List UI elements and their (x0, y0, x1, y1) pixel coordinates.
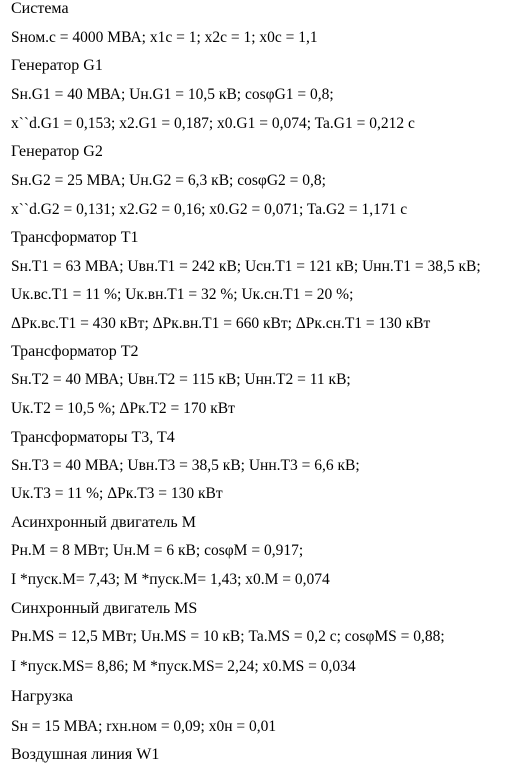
generator-g1-line-1: Sн.G1 = 40 МВА; Uн.G1 = 10,5 кВ; cosφG1 = 0,8; (11, 86, 334, 103)
transformer-t2-line-2: Uк.T2 = 10,5 %; ΔPк.T2 = 170 кВт (11, 400, 235, 417)
section-heading-transformer-t2: Трансформатор T2 (11, 343, 139, 360)
induction-motor-line-2: I *пуск.M= 7,43; M *пуск.M= 1,43; x0.M = 0,074 (11, 571, 330, 588)
transformer-t1-line-1: Sн.T1 = 63 МВА; Uвн.T1 = 242 кВ; Uсн.T1 = 121 кВ; Uнн.T1 = 38,5 кВ; (11, 258, 481, 275)
section-heading-generator-g2: Генератор G2 (11, 143, 103, 160)
section-heading-overhead-line-w1: Воздушная линия W1 (11, 746, 160, 763)
transformer-t1-line-3: ΔPк.вс.T1 = 430 кВт; ΔPк.вн.T1 = 660 кВт; ΔPк.сн.T1 = 130 кВт (11, 315, 431, 332)
section-heading-transformer-t1: Трансформатор T1 (11, 229, 139, 246)
load-line-1: Sн = 15 МВА; rхн.ном = 0,09; x0н = 0,01 (11, 718, 277, 735)
generator-g2-line-1: Sн.G2 = 25 МВА; Uн.G2 = 6,3 кВ; cosφG2 = 0,8; (11, 172, 326, 189)
transformer-t1-line-2: Uк.вс.T1 = 11 %; Uк.вн.T1 = 32 %; Uк.сн.T1 = 20 %; (11, 286, 354, 303)
system-params-line: Sном.с = 4000 МВА; x1с = 1; x2с = 1; x0с = 1,1 (11, 29, 318, 46)
section-heading-system: Система (11, 0, 69, 17)
section-heading-load: Нагрузка (11, 688, 73, 705)
generator-g1-line-2: x``d.G1 = 0,153; x2.G1 = 0,187; x0.G1 = 0,074; Ta.G1 = 0,212 с (11, 115, 415, 132)
transformers-t3-t4-line-2: Uк.T3 = 11 %; ΔPк.T3 = 130 кВт (11, 485, 223, 502)
section-heading-induction-motor: Асинхронный двигатель M (11, 514, 196, 531)
section-heading-synchronous-motor: Синхронный двигатель MS (11, 600, 198, 617)
induction-motor-line-1: Pн.M = 8 МВт; Uн.M = 6 кВ; cosφM = 0,917; (11, 542, 304, 559)
transformers-t3-t4-line-1: Sн.T3 = 40 МВА; Uвн.T3 = 38,5 кВ; Uнн.T3 = 6,6 кВ; (11, 457, 360, 474)
generator-g2-line-2: x``d.G2 = 0,131; x2.G2 = 0,16; x0.G2 = 0,071; Ta.G2 = 1,171 с (11, 201, 408, 218)
synchronous-motor-line-2: I *пуск.MS= 8,86; M *пуск.MS= 2,24; x0.MS = 0,034 (11, 658, 356, 675)
transformer-t2-line-1: Sн.T2 = 40 МВА; Uвн.T2 = 115 кВ; Uнн.T2 = 11 кВ; (11, 371, 351, 388)
section-heading-generator-g1: Генератор G1 (11, 57, 103, 74)
synchronous-motor-line-1: Pн.MS = 12,5 МВт; Uн.MS = 10 кВ; Ta.MS = 0,2 с; cosφMS = 0,88; (11, 628, 445, 645)
section-heading-transformers-t3-t4: Трансформаторы T3, T4 (11, 429, 175, 446)
